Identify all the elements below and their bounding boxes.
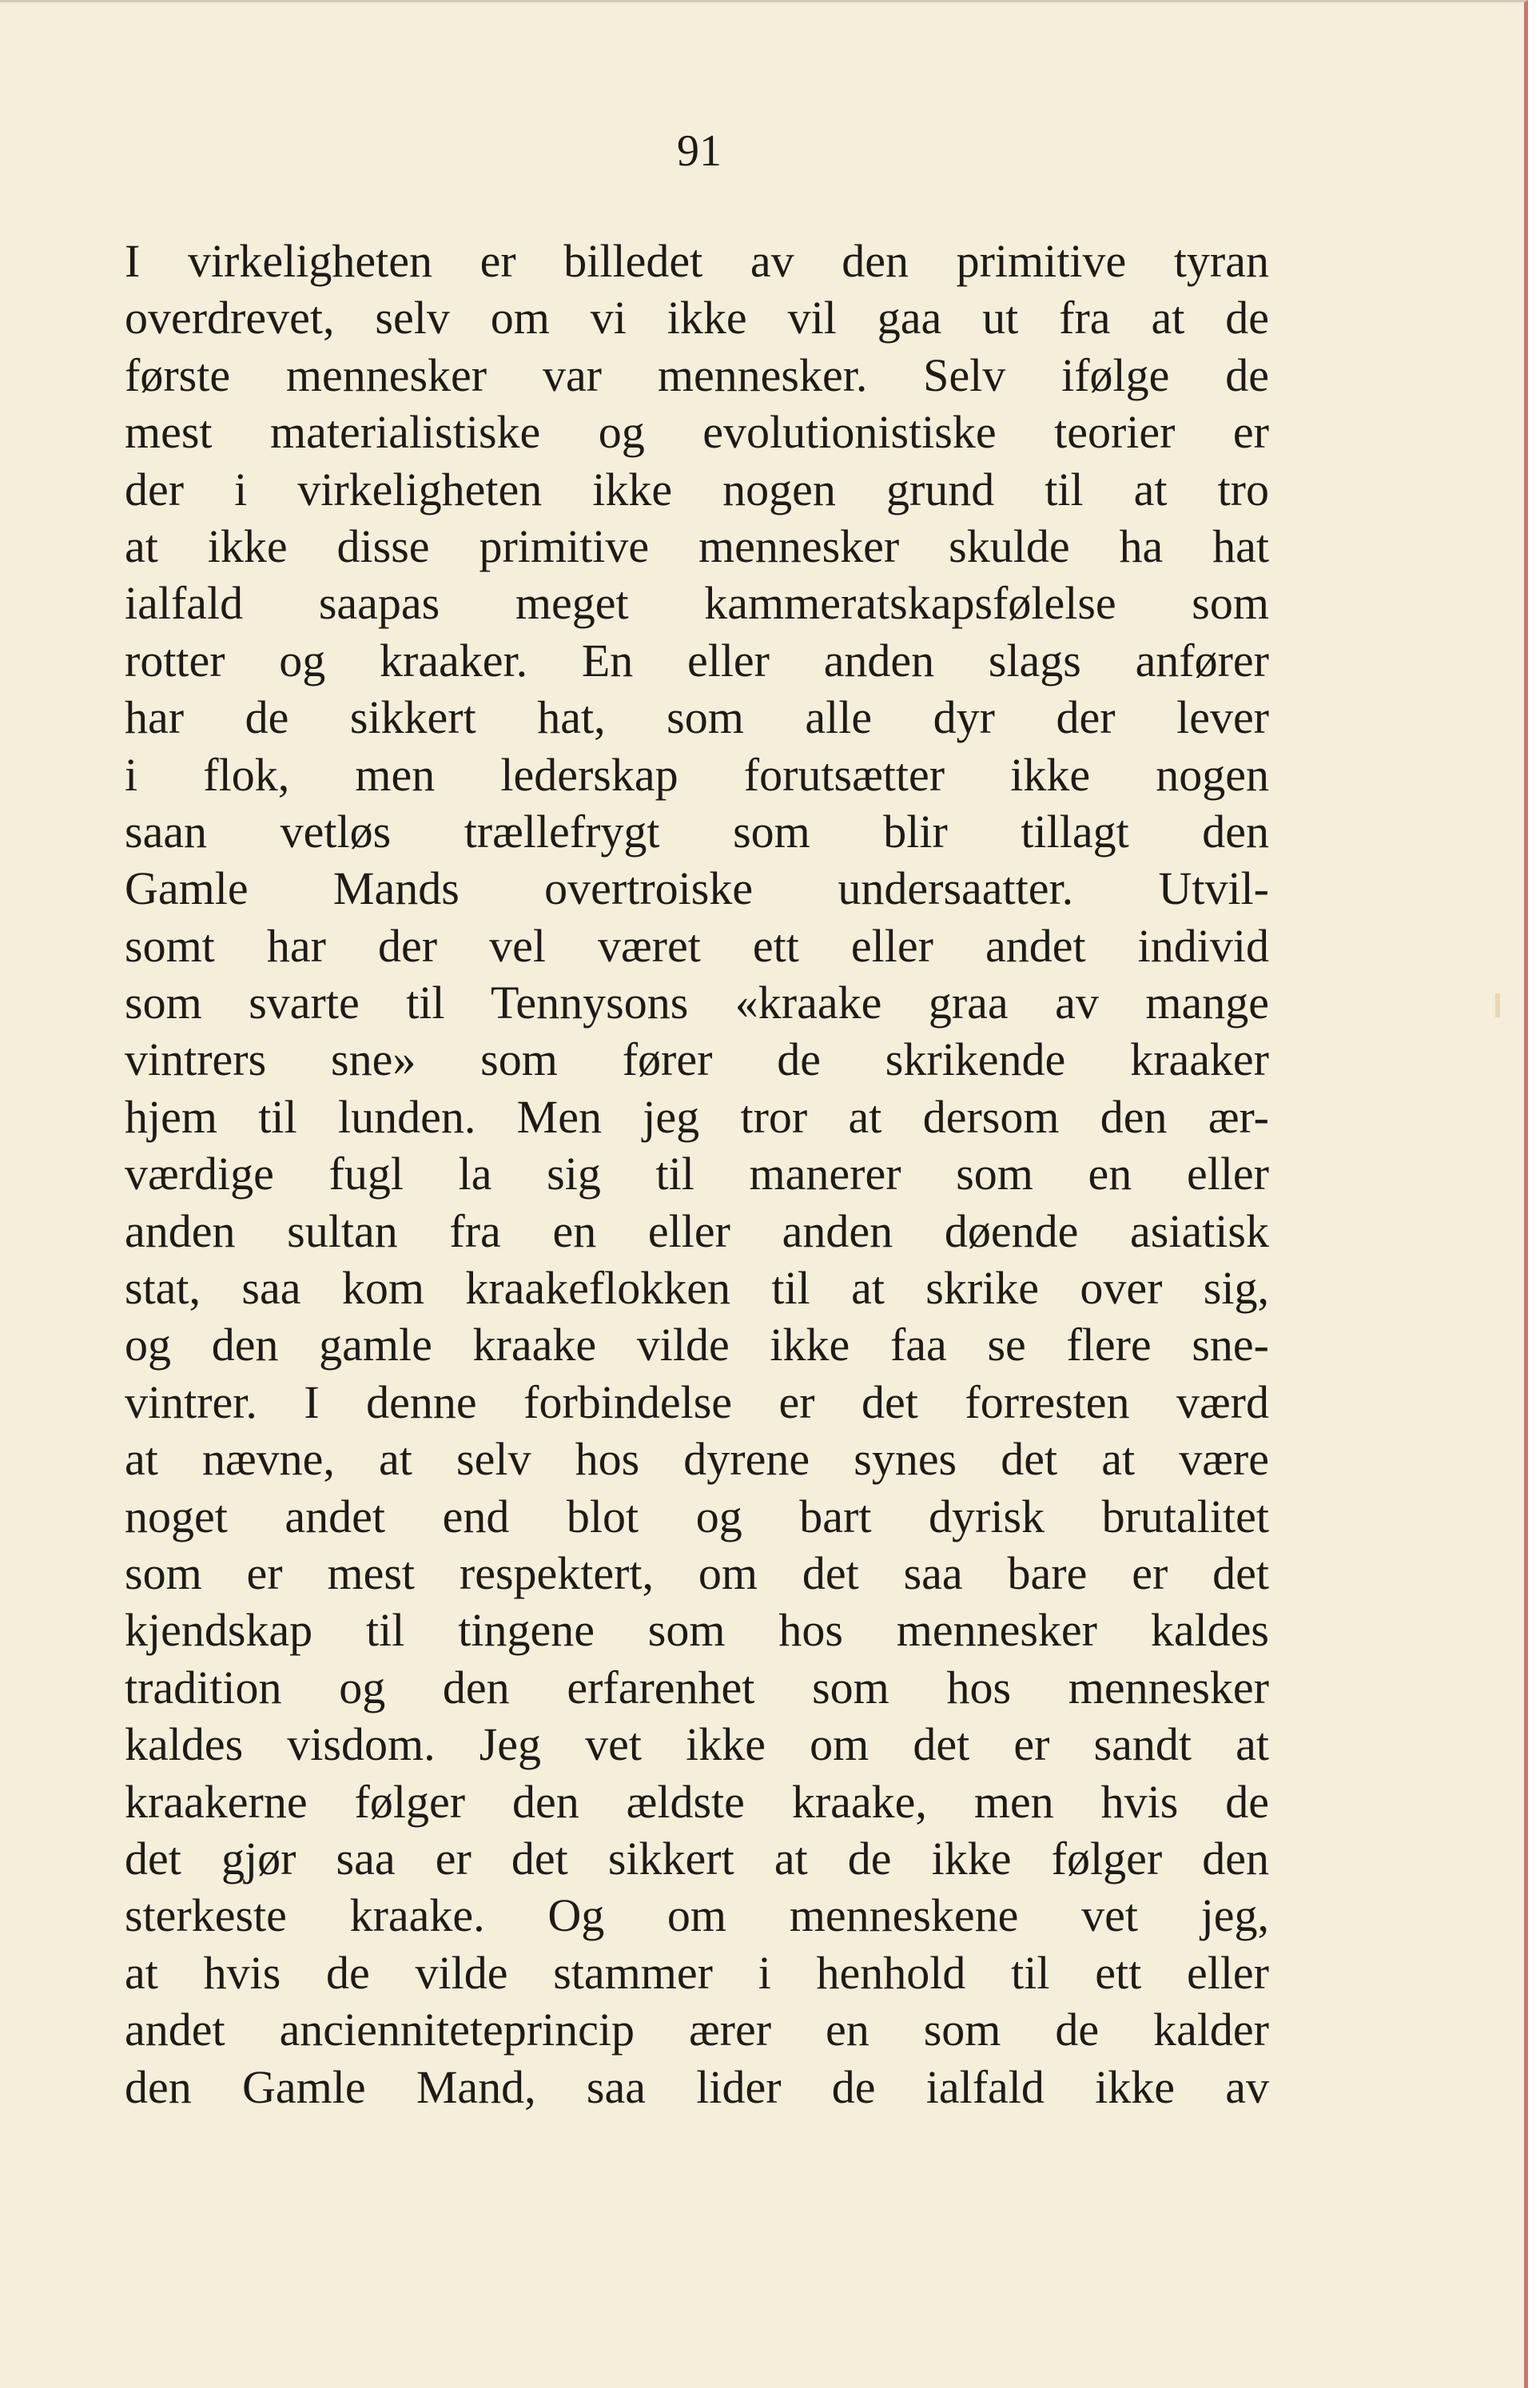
text-line: har de sikkert hat, som alle dyr der lever [125,691,1269,744]
text-line: at hvis de vilde stammer i henhold til ett eller [125,1946,1269,1999]
text-line: i flok, men lederskap forutsætter ikke nogen [125,748,1269,801]
page-number: 91 [677,126,722,176]
text-line: at nævne, at selv hos dyrene synes det at være [125,1433,1269,1486]
text-line: vintrers sne» som fører de skrikende kraaker [125,1033,1269,1086]
text-line: andet ancienniteteprincip ærer en som de kalder [125,2004,1269,2056]
text-line: kraakerne følger den ældste kraake, men hvis de [125,1775,1269,1828]
text-line: tradition og den erfarenhet som hos mennesker [125,1661,1269,1713]
text-line: at ikke disse primitive mennesker skulde ha hat [125,519,1269,572]
body-text [125,233,1269,2115]
text-line: kjendskap til tingene som hos mennesker kaldes [125,1604,1269,1657]
text-line: som er mest respektert, om det saa bare er det [125,1546,1269,1599]
text-line: hjem til lunden. Men jeg tror at dersom den ær- [125,1090,1269,1143]
text-line: stat, saa kom kraakeflokken til at skrike over sig, [125,1262,1269,1315]
text-line: somt har der vel været ett eller andet individ [125,919,1269,972]
text-line: anden sultan fra en eller anden døende asiatisk [125,1204,1269,1257]
text-line: noget andet end blot og bart dyrisk brutalitet [125,1490,1269,1542]
text-line: det gjør saa er det sikkert at de ikke følger den [125,1832,1269,1885]
text-line: saan vetløs trællefrygt som blir tillagt den [125,805,1269,858]
text-line: ialfald saapas meget kammeratskapsfølelse som [125,577,1269,630]
paper-stain [1495,993,1500,1017]
text-line: første mennesker var mennesker. Selv ifølge de [125,348,1269,401]
text-line: mest materialistiske og evolutionistiske teorier er [125,406,1269,459]
text-line: den Gamle Mand, saa lider de ialfald ikke av [125,2060,1269,2113]
text-line: vintrer. I denne forbindelse er det forresten værd [125,1375,1269,1428]
text-line: rotter og kraaker. En eller anden slags anfører [125,634,1269,687]
text-line: som svarte til Tennysons «kraake graa av mange [125,977,1269,1029]
text-line: I virkeligheten er billedet av den primitive tyran [125,235,1269,287]
text-line: der i virkeligheten ikke nogen grund til at tro [125,463,1269,515]
text-line: værdige fugl la sig til manerer som en eller [125,1148,1269,1200]
text-line: sterkeste kraake. Og om menneskene vet jeg, [125,1889,1269,1942]
text-line: og den gamle kraake vilde ikke faa se flere sne- [125,1319,1269,1371]
text-line: Gamle Mands overtroiske undersaatter. Utvil- [125,862,1269,915]
text-line: kaldes visdom. Jeg vet ikke om det er sandt at [125,1718,1269,1771]
text-line: overdrevet, selv om vi ikke vil gaa ut fra at de [125,292,1269,344]
